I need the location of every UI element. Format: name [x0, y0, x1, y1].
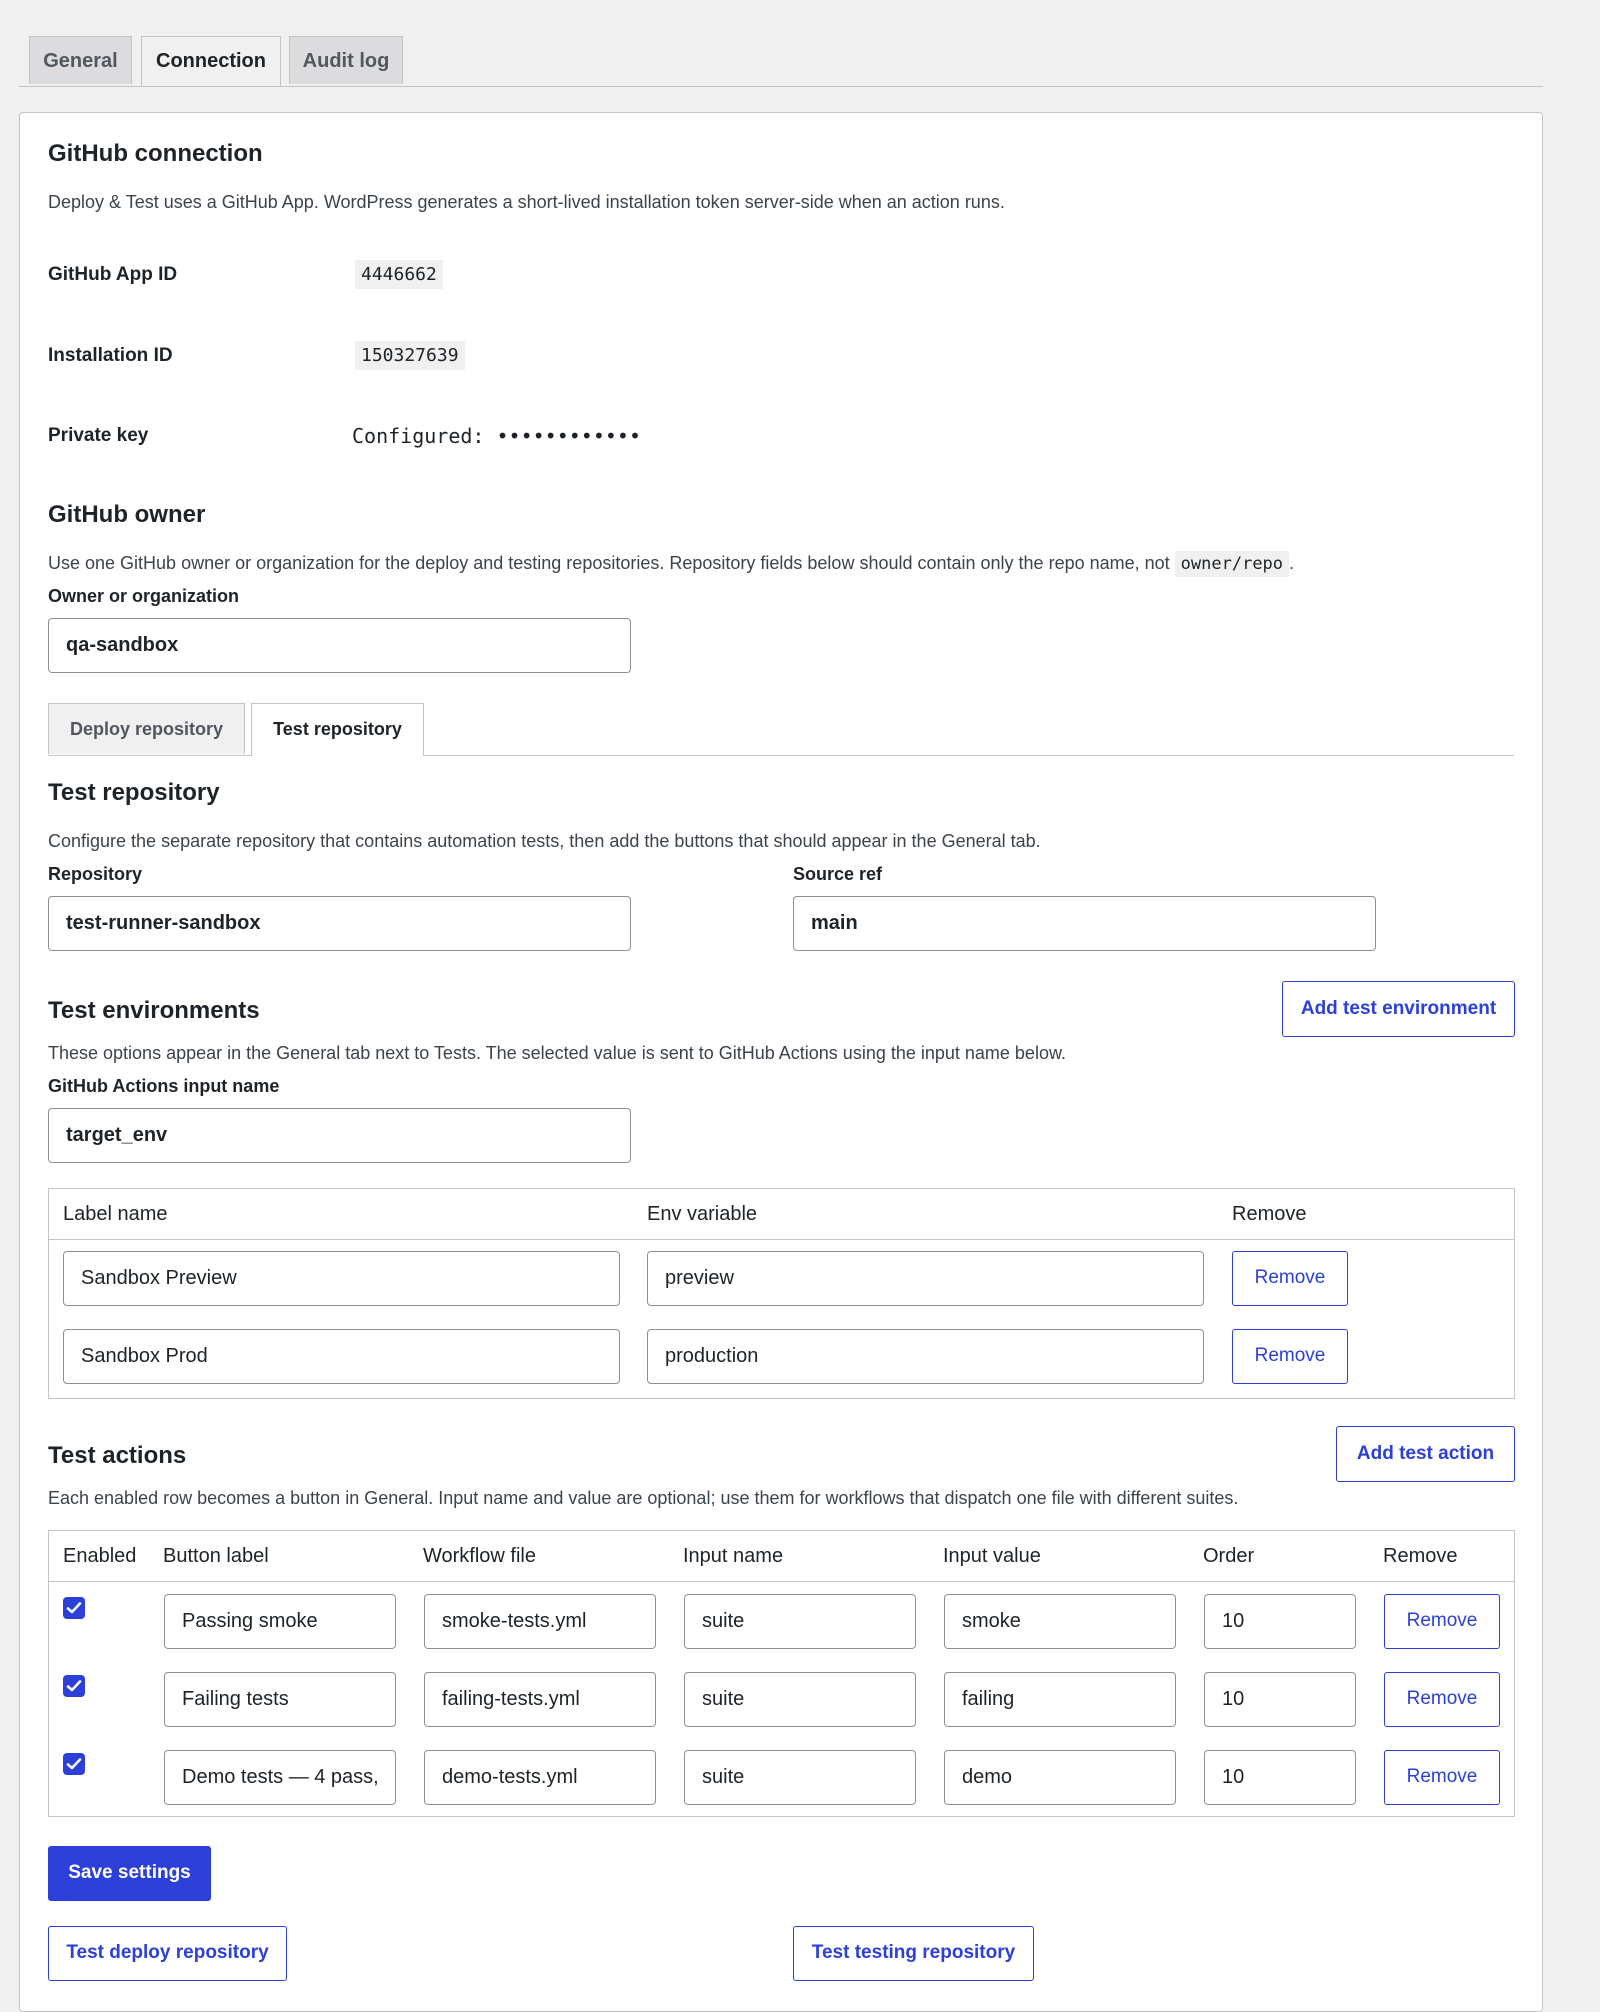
remove-environment-button[interactable]: Remove [1232, 1251, 1348, 1306]
column-button-label: Button label [163, 1545, 269, 1567]
environments-table-header [49, 1189, 1514, 1240]
actions-table-header [49, 1531, 1514, 1582]
input-value-input[interactable]: failing [944, 1672, 1176, 1727]
repository-input[interactable]: test-runner-sandbox [48, 896, 631, 951]
order-input[interactable]: 10 [1204, 1594, 1356, 1649]
private-key-label: Private key [48, 425, 149, 446]
remove-environment-button[interactable]: Remove [1232, 1329, 1348, 1384]
enabled-checkbox[interactable] [63, 1675, 85, 1697]
settings-tabs [19, 36, 1543, 87]
repository-tabs [48, 703, 1514, 756]
github-connection-description: Deploy & Test uses a GitHub App. WordPress generates a short-lived installation token server-side when an action runs. [48, 192, 1005, 212]
tab-test-repository[interactable]: Test repository [251, 703, 424, 756]
env-variable-input[interactable]: preview [647, 1251, 1204, 1306]
enabled-checkbox[interactable] [63, 1753, 85, 1775]
github-connection-title: GitHub connection [48, 140, 263, 167]
add-test-action-button[interactable]: Add test action [1336, 1426, 1515, 1482]
actions-table [48, 1530, 1515, 1817]
env-variable-input[interactable]: production [647, 1329, 1204, 1384]
test-repository-description: Configure the separate repository that contains automation tests, then add the buttons that should appear in the General tab. [48, 831, 1041, 851]
test-testing-repository-button[interactable]: Test testing repository [793, 1926, 1034, 1981]
column-input-value: Input value [943, 1545, 1041, 1567]
test-repository-title: Test repository [48, 779, 220, 806]
order-input[interactable]: 10 [1204, 1750, 1356, 1805]
test-actions-description: Each enabled row becomes a button in General. Input name and value are optional; use them for workflows that dispatch one file with different suites. [48, 1488, 1239, 1508]
tab-connection[interactable]: Connection [141, 36, 281, 86]
column-enabled: Enabled [63, 1545, 137, 1567]
check-icon [66, 1678, 82, 1694]
env-label-input[interactable]: Sandbox Prod [63, 1329, 620, 1384]
button-label-input[interactable]: Passing smoke [164, 1594, 396, 1649]
workflow-file-input[interactable]: demo-tests.yml [424, 1750, 656, 1805]
tab-general[interactable]: General [29, 36, 132, 84]
save-settings-button[interactable]: Save settings [48, 1846, 211, 1901]
app-id-value: 4446662 [355, 260, 443, 289]
app-id-label: GitHub App ID [48, 264, 178, 285]
button-label-input[interactable]: Failing tests [164, 1672, 396, 1727]
column-workflow-file: Workflow file [423, 1545, 536, 1567]
test-environments-title: Test environments [48, 997, 260, 1024]
workflow-file-input[interactable]: smoke-tests.yml [424, 1594, 656, 1649]
column-label-name: Label name [63, 1203, 168, 1225]
tab-deploy-repository[interactable]: Deploy repository [48, 703, 245, 754]
test-environments-description: These options appear in the General tab next to Tests. The selected value is sent to GitHub Actions using the input name below. [48, 1043, 1066, 1063]
private-key-status: Configured: •••••••••••• [352, 424, 641, 448]
remove-action-button[interactable]: Remove [1384, 1594, 1500, 1649]
test-actions-title: Test actions [48, 1442, 187, 1469]
button-label-input[interactable]: Demo tests — 4 pass, [164, 1750, 396, 1805]
remove-action-button[interactable]: Remove [1384, 1750, 1500, 1805]
input-name-input[interactable]: suite [684, 1594, 916, 1649]
input-name-input[interactable]: suite [684, 1672, 916, 1727]
input-value-input[interactable]: smoke [944, 1594, 1176, 1649]
installation-id-label: Installation ID [48, 345, 173, 366]
github-owner-description-text: Use one GitHub owner or organization for the deploy and testing repositories. Repository fields below should contain only the repo name, not [48, 553, 1170, 573]
owner-input[interactable]: qa-sandbox [48, 618, 631, 673]
input-name-field[interactable]: target_env [48, 1108, 631, 1163]
column-remove: Remove [1232, 1203, 1307, 1225]
tab-audit-log[interactable]: Audit log [289, 36, 403, 84]
owner-label: Owner or organization [48, 586, 240, 606]
add-test-environment-button[interactable]: Add test environment [1282, 981, 1515, 1037]
check-icon [66, 1600, 82, 1616]
source-ref-input[interactable]: main [793, 896, 1376, 951]
repository-label: Repository [48, 864, 143, 884]
environments-table [48, 1188, 1515, 1399]
order-input[interactable]: 10 [1204, 1672, 1356, 1727]
column-env-variable: Env variable [647, 1203, 758, 1225]
env-label-input[interactable]: Sandbox Preview [63, 1251, 620, 1306]
column-remove: Remove [1383, 1545, 1458, 1567]
input-name-input[interactable]: suite [684, 1750, 916, 1805]
github-owner-description [48, 553, 1294, 574]
workflow-file-input[interactable]: failing-tests.yml [424, 1672, 656, 1727]
input-name-label: GitHub Actions input name [48, 1076, 280, 1096]
github-owner-description-suffix: . [1289, 553, 1295, 573]
enabled-checkbox[interactable] [63, 1597, 85, 1619]
remove-action-button[interactable]: Remove [1384, 1672, 1500, 1727]
check-icon [66, 1756, 82, 1772]
column-input-name: Input name [683, 1545, 784, 1567]
input-value-input[interactable]: demo [944, 1750, 1176, 1805]
github-owner-title: GitHub owner [48, 501, 206, 528]
column-order: Order [1203, 1545, 1255, 1567]
connection-card [19, 112, 1543, 2012]
test-deploy-repository-button[interactable]: Test deploy repository [48, 1926, 287, 1981]
installation-id-value: 150327639 [355, 341, 465, 370]
source-ref-label: Source ref [793, 864, 883, 884]
owner-repo-code: owner/repo [1175, 551, 1289, 577]
